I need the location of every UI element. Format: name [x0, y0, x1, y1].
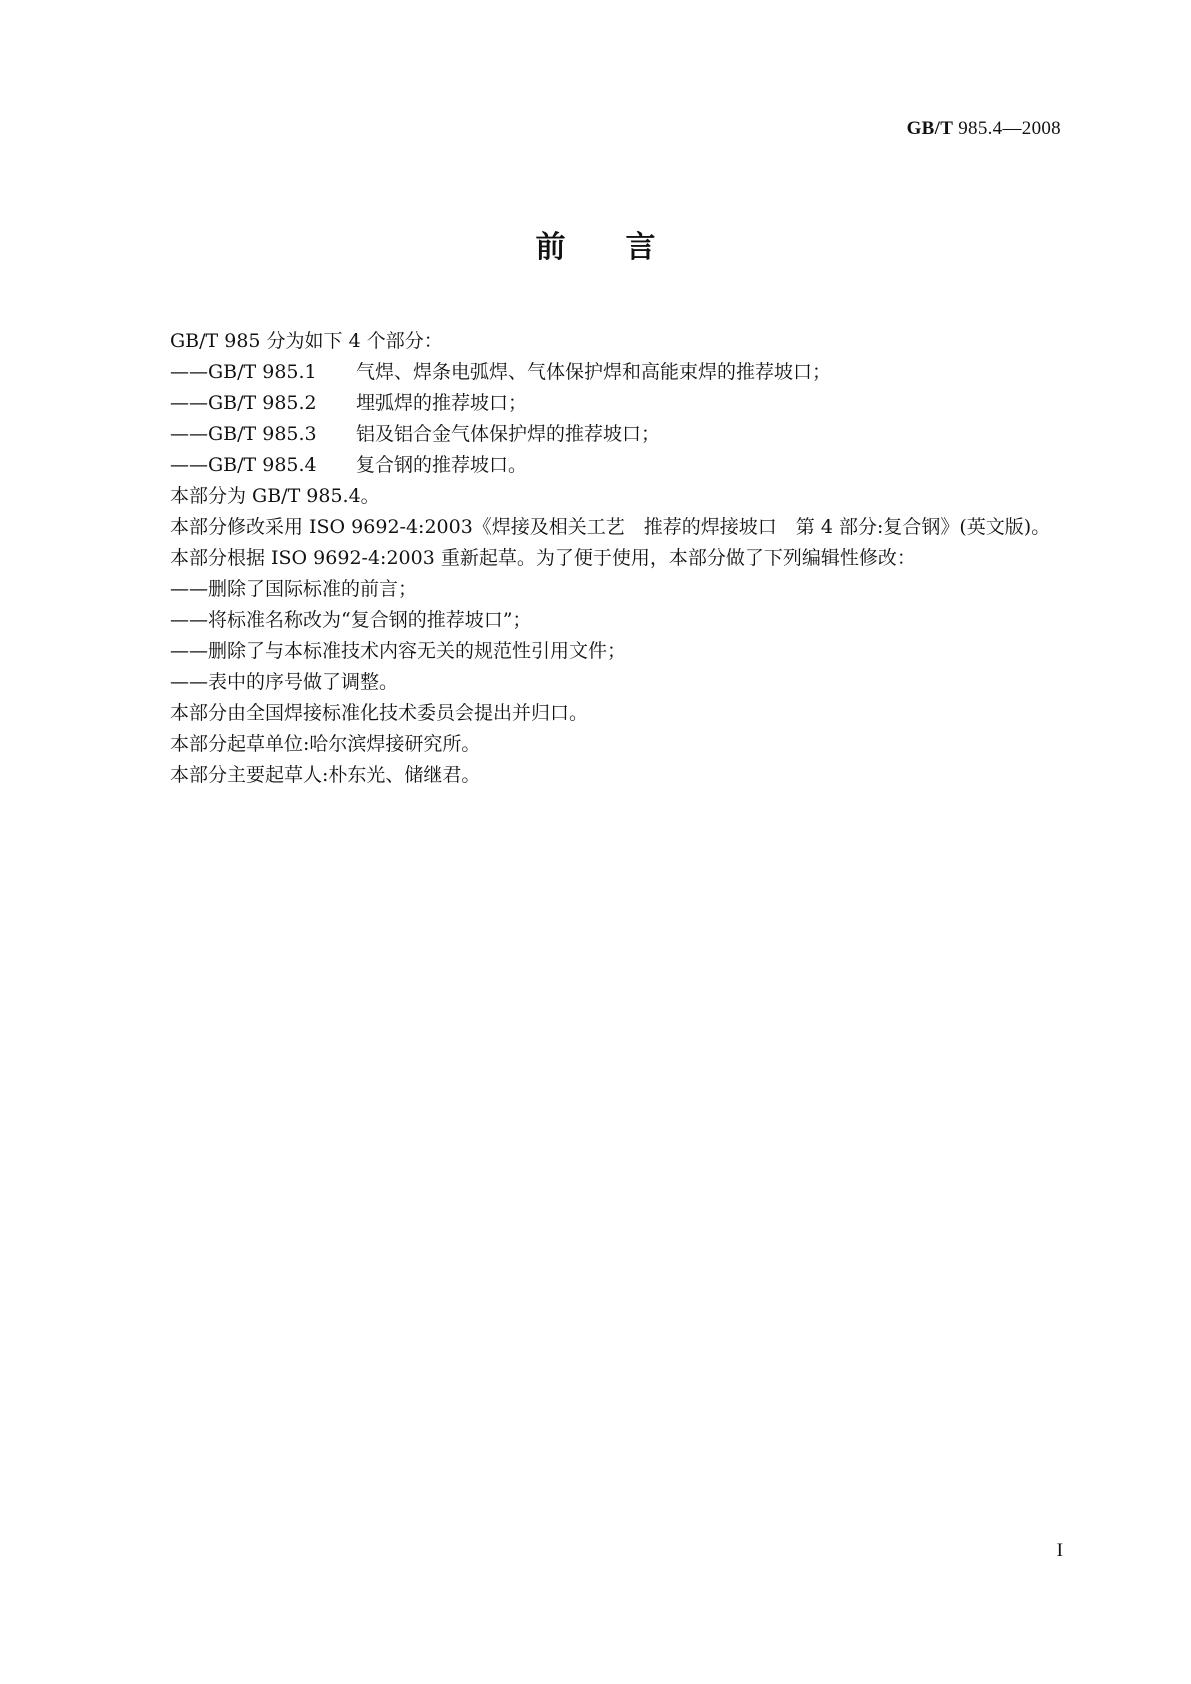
part-title: 埋弧焊的推荐坡口；: [356, 392, 528, 414]
preface-body: [131, 326, 1061, 791]
page-number: I: [1056, 1540, 1063, 1561]
drafting-unit-paragraph: 本部分起草单位:哈尔滨焊接研究所。: [170, 733, 481, 755]
part-list-item: [131, 450, 1061, 481]
part-list-item: [131, 357, 1061, 388]
proposed-by-paragraph: 本部分由全国焊接标准化技术委员会提出并归口。: [170, 702, 589, 724]
part-code: ——GB/T 985.3: [170, 423, 317, 445]
redraft-paragraph: 本部分根据 ISO 9692-4:2003 重新起草。为了便于使用，本部分做了下列编辑性修改：: [170, 547, 916, 569]
part-title: 气焊、焊条电弧焊、气体保护焊和高能束焊的推荐坡口；: [356, 361, 832, 383]
part-code: ——GB/T 985.4: [170, 454, 317, 476]
adoption-paragraph: 本部分修改采用 ISO 9692-4:2003《焊接及相关工艺 推荐的焊接坡口 第 4 部分:复合钢》(英文版)。: [170, 516, 1051, 538]
change-list-item: ——删除了与本标准技术内容无关的规范性引用文件；: [170, 640, 627, 662]
change-list-item: ——表中的序号做了调整。: [170, 671, 399, 693]
change-list-item: ——将标准名称改为“复合钢的推荐坡口”；: [170, 609, 532, 631]
drafters-paragraph: 本部分主要起草人:朴东光、储继君。: [170, 764, 481, 786]
part-title: 铝及铝合金气体保护焊的推荐坡口；: [356, 423, 661, 445]
part-code: ——GB/T 985.2: [170, 392, 317, 414]
standard-code-header: [907, 118, 1061, 140]
part-code: ——GB/T 985.1: [170, 361, 317, 383]
part-list-item: [131, 419, 1061, 450]
intro-paragraph: GB/T 985 分为如下 4 个部分：: [170, 330, 443, 352]
part-title: 复合钢的推荐坡口。: [356, 454, 528, 476]
standard-code-number: 985.4—2008: [953, 118, 1061, 139]
part-list-item: [131, 388, 1061, 419]
page-title: 前言: [535, 230, 716, 265]
change-list-item: ——删除了国际标准的前言；: [170, 578, 418, 600]
this-part-paragraph: 本部分为 GB/T 985.4。: [170, 485, 380, 507]
standard-code-prefix: GB/T: [906, 118, 954, 139]
